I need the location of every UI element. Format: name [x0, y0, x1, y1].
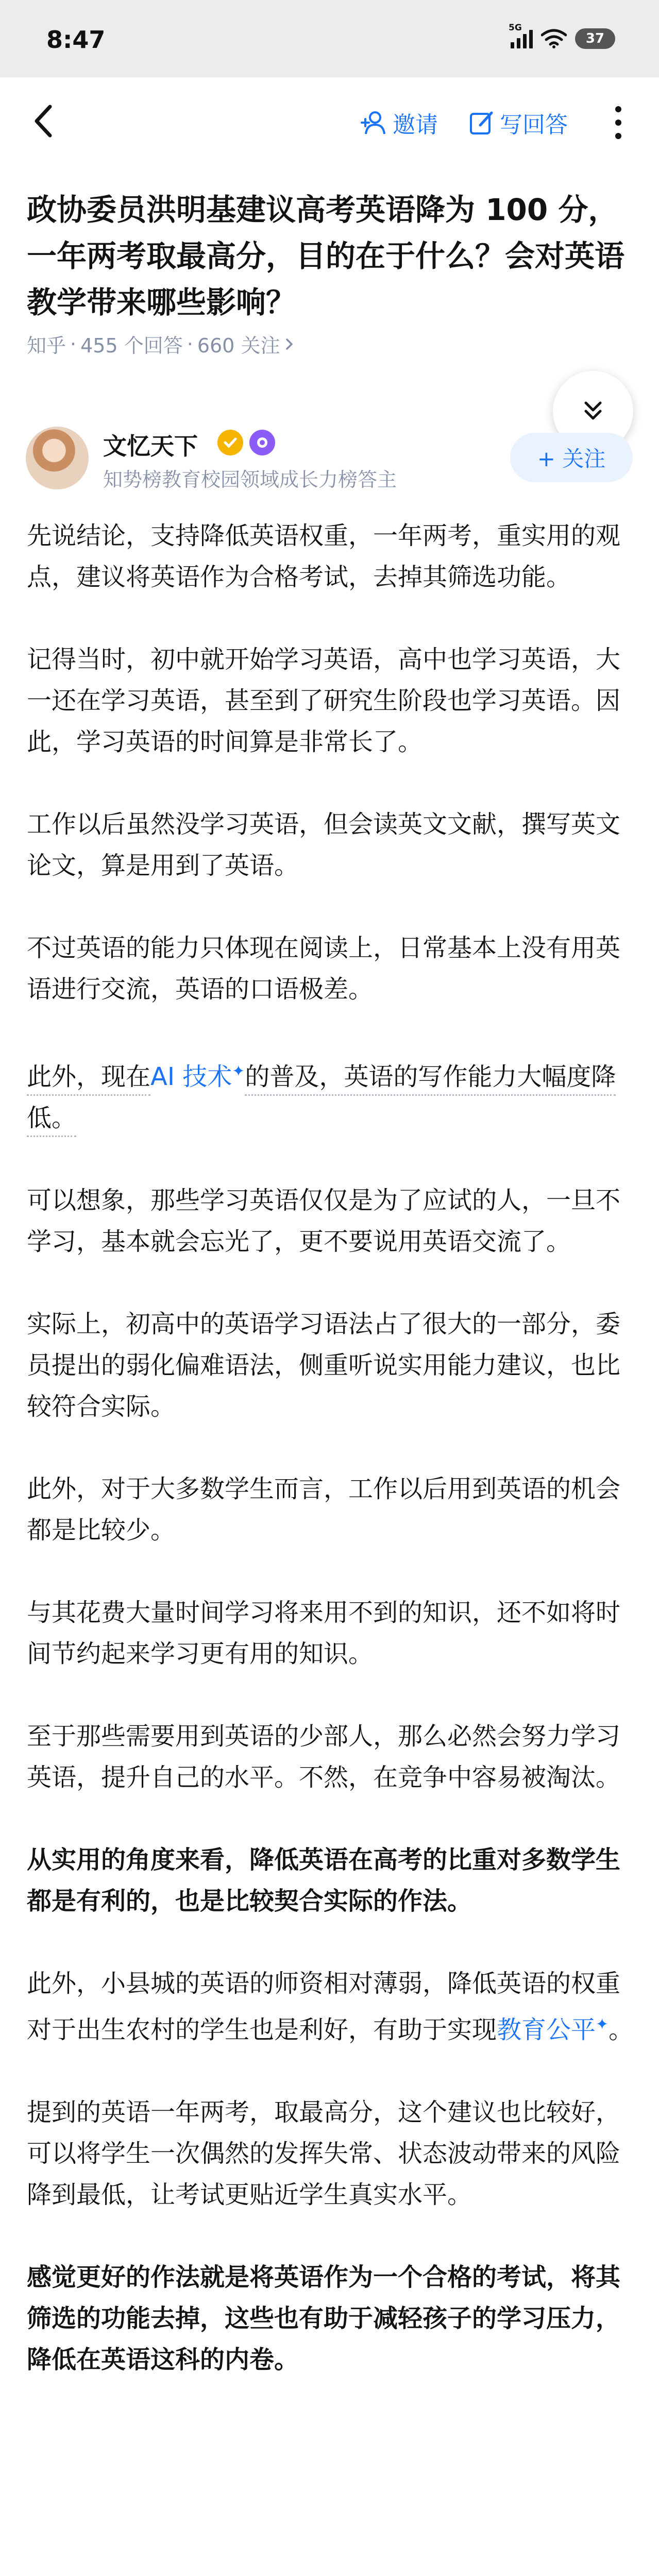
- write-answer-button[interactable]: [469, 107, 568, 138]
- highlighted-text: 的普及，英语的写作能力大幅度降低。: [27, 1062, 616, 1137]
- answer-paragraph: 此外，对于大多数学生而言，工作以后用到英语的机会都是比较少。: [27, 1475, 621, 1545]
- answer-paragraph: 实际上，初高中的英语学习语法占了很大的一部分，委员提出的弱化偏难语法，侧重听说实用能力建议，也比较符合实际。: [27, 1310, 621, 1421]
- sparkle-icon: ✦: [596, 2015, 609, 2033]
- double-chevron-down-icon: [578, 396, 609, 427]
- answer-paragraph: 提到的英语一年两考，取最高分，这个建议也比较好，可以将学生一次偶然的发挥失常、状态波动带来的风险降到最低，让考试更贴近学生真实水平。: [27, 2098, 621, 2209]
- status-bar: [0, 0, 659, 77]
- answer-paragraph-bold: 从实用的角度来看，降低英语在高考的比重对多数学生都是有利的，也是比较契合实际的作法。: [27, 1845, 621, 1916]
- verified-badge-icon: [217, 430, 243, 455]
- answer-paragraph: 先说结论，支持降低英语权重，一年两考，重实用的观点，建议将英语作为合格考试，去掉其筛选功能。: [27, 521, 621, 591]
- answer-content: [27, 515, 634, 2409]
- network-type-label: 5G: [509, 23, 522, 33]
- question-meta[interactable]: 知乎 · 455 个回答 · 660 关注: [27, 330, 295, 358]
- paragraph-text: 此外，小县城的英语的师资相对薄弱，降低英语的权重对于出生农村的学生也是利好，有助于实现: [27, 1969, 621, 2044]
- answer-paragraph: [27, 1051, 634, 1139]
- edit-pencil-icon: [469, 110, 495, 135]
- answer-paragraph-bold: 感觉更好的作法就是将英语作为一个合格的考试，将其筛选的功能去掉，这些也有助于减轻孩子的学习压力，降低在英语这科的内卷。: [27, 2263, 621, 2374]
- top-toolbar: [0, 77, 659, 167]
- ai-tech-link[interactable]: AI 技术: [150, 1062, 232, 1091]
- status-icons: [509, 23, 615, 52]
- highlighted-text: 此外，现在: [27, 1062, 150, 1096]
- achievement-badge-icon: [249, 430, 275, 455]
- answer-paragraph: 记得当时，初中就开始学习英语，高中也学习英语，大一还在学习英语，甚至到了研究生阶段也学习英语。因此，学习英语的时间算是非常长了。: [27, 645, 621, 756]
- chevron-right-icon: [284, 336, 295, 352]
- answer-paragraph: 至于那些需要用到英语的少部人，那么必然会努力学习英语，提升自己的水平。不然，在竞争中容易被淘汰。: [27, 1722, 621, 1792]
- invite-person-icon: [361, 109, 387, 136]
- answer-paragraph: 工作以后虽然没学习英语，但会读英文文献，撰写英文论文，算是用到了英语。: [27, 810, 621, 880]
- sparkle-icon: ✦: [232, 1062, 245, 1080]
- question-title[interactable]: 政协委员洪明基建议高考英语降为 100 分，一年两考取最高分，目的在于什么？会对英语教学带来哪些影响？: [27, 192, 625, 320]
- author-name[interactable]: 文忆天下: [103, 432, 198, 460]
- back-arrow-icon[interactable]: [28, 100, 59, 142]
- battery-icon: 37: [575, 28, 615, 49]
- signal-icon: [509, 23, 533, 48]
- write-answer-label: 写回答: [500, 112, 568, 138]
- answer-count: 455 个回答: [80, 334, 183, 357]
- follow-count: 660 关注: [197, 334, 280, 357]
- follow-button[interactable]: + 关注: [510, 433, 633, 482]
- status-time: 8:47: [46, 26, 106, 54]
- invite-button[interactable]: [361, 107, 438, 138]
- author-title: 知势榜教育校园领域成长力榜答主: [103, 468, 397, 491]
- answer-paragraph: [27, 1963, 634, 2050]
- paragraph-text: 。: [609, 2015, 634, 2044]
- answer-paragraph: 可以想象，那些学习英语仅仅是为了应试的人，一旦不学习，基本就会忘光了，更不要说用英语交流了。: [27, 1186, 621, 1256]
- education-equity-link[interactable]: 教育公平: [497, 2015, 596, 2044]
- answer-paragraph: 与其花费大量时间学习将来用不到的知识，还不如将时间节约起来学习更有用的知识。: [27, 1598, 621, 1668]
- invite-label: 邀请: [393, 112, 438, 138]
- author-avatar[interactable]: [26, 427, 89, 489]
- question-source: 知乎: [27, 334, 66, 357]
- more-options-icon[interactable]: [611, 103, 626, 142]
- wifi-icon: [541, 29, 567, 48]
- answer-paragraph: 不过英语的能力只体现在阅读上，日常基本上没有用英语进行交流，英语的口语极差。: [27, 934, 621, 1004]
